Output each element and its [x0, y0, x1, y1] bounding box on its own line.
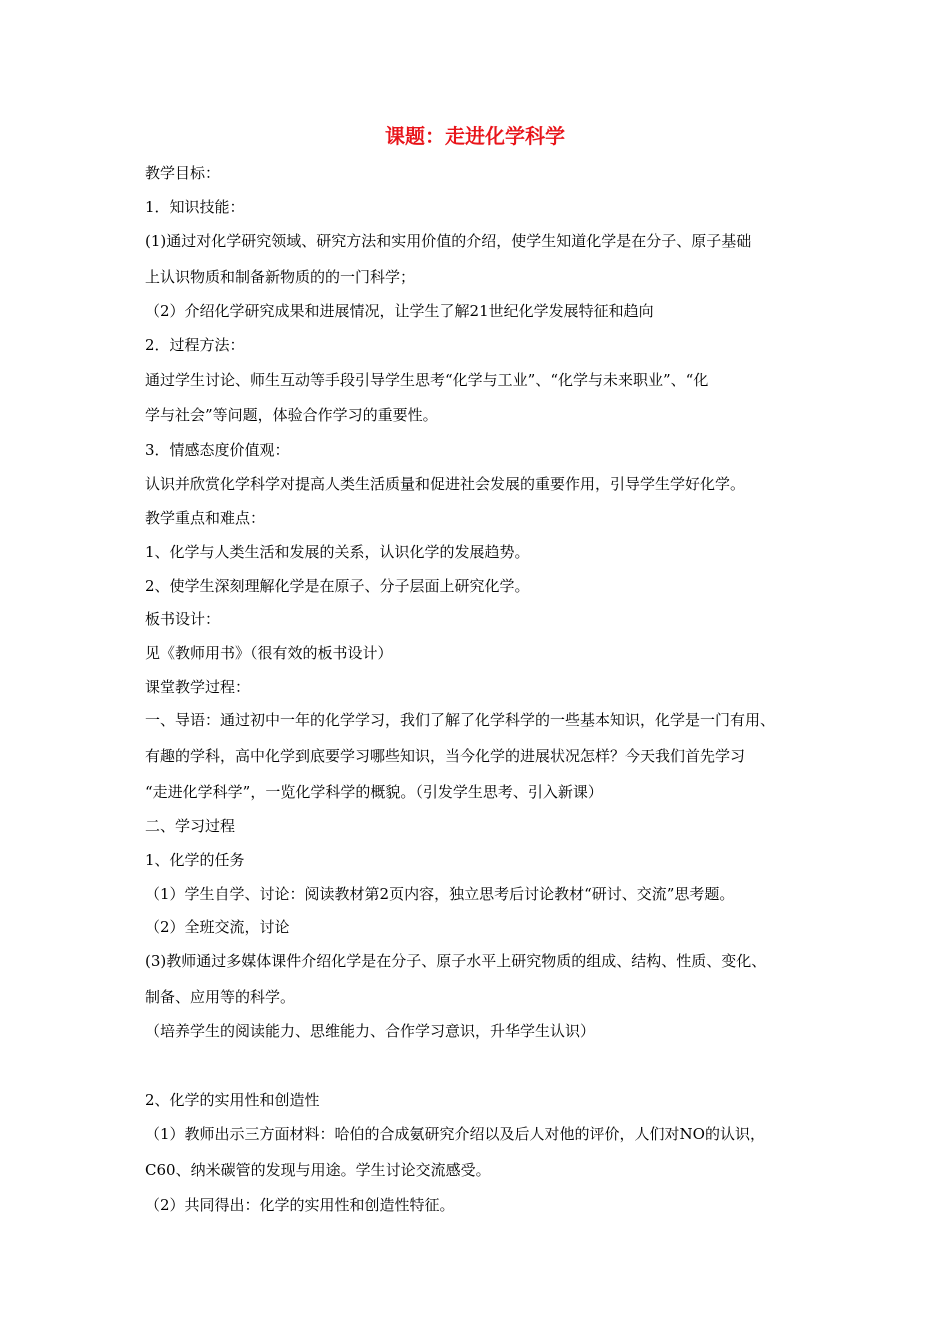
text-line: 教学重点和难点：: [145, 509, 266, 527]
text-line: 1．知识技能：: [145, 198, 245, 216]
text-line: （2）共同得出：化学的实用性和创造性特征。: [145, 1196, 455, 1214]
text-line: 1、化学的任务: [145, 851, 245, 869]
text-line: (1)通过对化学研究领域、研究方法和实用价值的介绍，使学生知道化学是在分子、原子基础: [145, 232, 752, 250]
text-line: (3)教师通过多媒体课件介绍化学是在分子、原子水平上研究物质的组成、结构、性质、变化、: [145, 952, 767, 970]
text-line: 2、使学生深刻理解化学是在原子、分子层面上研究化学。: [145, 577, 530, 595]
text-line: 1、化学与人类生活和发展的关系，认识化学的发展趋势。: [145, 543, 530, 561]
text-line: （2）全班交流，讨论: [145, 918, 290, 936]
text-line: 见《教师用书》（很有效的板书设计）: [145, 644, 393, 662]
text-line: （1）学生自学、讨论：阅读教材第2页内容，独立思考后讨论教材“研讨、交流”思考题。: [145, 885, 735, 903]
text-line: C60、纳米碳管的发现与用途。学生讨论交流感受。: [145, 1161, 491, 1179]
text-line: 二、学习过程: [145, 817, 236, 835]
text-line: 板书设计：: [145, 610, 221, 628]
text-line: 学与社会”等问题，体验合作学习的重要性。: [145, 406, 438, 424]
text-line: 2、化学的实用性和创造性: [145, 1091, 320, 1109]
text-line: 认识并欣赏化学科学对提高人类生活质量和促进社会发展的重要作用，引导学生学好化学。: [145, 475, 746, 493]
text-line: 通过学生讨论、师生互动等手段引导学生思考“化学与工业”、“化学与未来职业”、“化: [145, 371, 709, 389]
text-line: 有趣的学科，高中化学到底要学习哪些知识，当今化学的进展状况怎样？今天我们首先学习: [145, 747, 746, 765]
text-line: （1）教师出示三方面材料：哈伯的合成氨研究介绍以及后人对他的评价，人们对NO的认识，: [145, 1125, 765, 1143]
text-line: 2．过程方法：: [145, 336, 245, 354]
text-line: “走进化学科学”，一览化学科学的概貌。（引发学生思考、引入新课）: [145, 783, 603, 801]
document-title: 课题：走进化学科学: [385, 124, 565, 148]
text-line: （2）介绍化学研究成果和进展情况，让学生了解21世纪化学发展特征和趋向: [145, 302, 654, 320]
text-line: 制备、应用等的科学。: [145, 988, 296, 1006]
text-line: （培养学生的阅读能力、思维能力、合作学习意识，升华学生认识）: [145, 1022, 596, 1040]
text-line: 3．情感态度价值观：: [145, 441, 290, 459]
text-line: 教学目标：: [145, 164, 221, 182]
text-line: 课堂教学过程：: [145, 678, 251, 696]
text-line: 一、导语：通过初中一年的化学学习，我们了解了化学科学的一些基本知识，化学是一门有用、: [145, 711, 776, 729]
text-line: 上认识物质和制备新物质的的一门科学；: [145, 268, 416, 286]
